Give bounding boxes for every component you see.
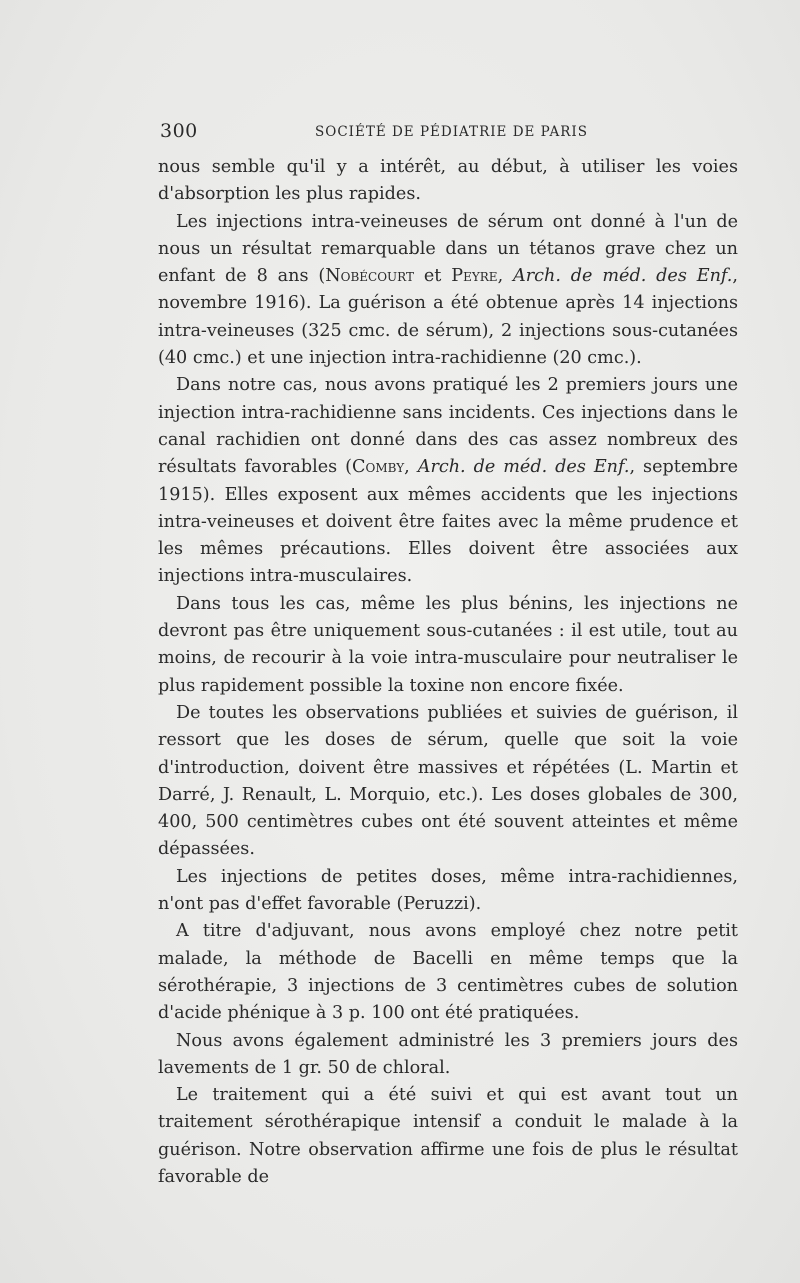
paragraph-3-text-end: , septembre 1915). Elles exposent aux mêmes accidents que les injections intra-veineuses et doivent être faites avec la même prudence et les mêmes précautions. Elles doivent être associées aux injections intra-musculaires. bbox=[158, 457, 738, 587]
running-title: SOCIÉTÉ DE PÉDIATRIE DE PARIS bbox=[315, 124, 589, 140]
paragraph-4: Dans tous les cas, même les plus bénins, les injections ne devront pas être uniquement sous-cutanées : il est utile, tout au moins, de recourir à la voie intra-musculaire pour neutraliser le plus rapidement possible la toxine non encore fixée. bbox=[158, 593, 738, 696]
journal-reference: Arch. de méd. des Enf. bbox=[513, 266, 733, 287]
paragraph-1: nous semble qu'il y a intérêt, au début, à utiliser les voies d'absorption les plus rapides. bbox=[158, 157, 738, 205]
paragraph-7: A titre d'adjuvant, nous avons employé chez notre petit malade, la méthode de Bacelli en même temps que la sérothérapie, 3 injections de 3 centimètres cubes de solution d'acide phénique à 3 p. 100 ont été pratiquées. bbox=[158, 921, 738, 1024]
separator: , bbox=[497, 266, 514, 287]
separator: , bbox=[404, 457, 418, 478]
author-comby: Comby bbox=[352, 457, 405, 478]
author-peyre: Peyre bbox=[451, 266, 498, 287]
page-header bbox=[160, 120, 738, 146]
paragraph-8: Nous avons également administré les 3 premiers jours des lavements de 1 gr. 50 de chloral. bbox=[158, 1030, 738, 1078]
paragraph-2-text-start: Les injections intra-veineuses de sérum ont donné à l'un de nous un résultat remarquable dans un tétanos grave chez un enfant de 8 ans ( bbox=[158, 211, 738, 287]
paragraph-6: Les injections de petites doses, même intra-rachidiennes, n'ont pas d'effet favorable (Peruzzi). bbox=[158, 866, 738, 915]
body-text bbox=[158, 154, 738, 1191]
paragraph-2-text-end: , novembre 1916). La guérison a été obtenue après 14 injections intra-veineuses (325 cmc. de sérum), 2 injections sous-cutanées (40 cmc.) et une injection intra-rachidienne (20 cmc.). bbox=[158, 266, 738, 369]
page-number: 300 bbox=[160, 120, 198, 142]
conjunction: et bbox=[414, 266, 452, 287]
paragraph-2 bbox=[158, 209, 738, 373]
paragraph-3 bbox=[158, 372, 738, 590]
author-nobecourt: Nobécourt bbox=[325, 266, 414, 287]
journal-reference: Arch. de méd. des Enf. bbox=[417, 457, 630, 478]
paragraph-3-text-start: Dans notre cas, nous avons pratiqué les 2 premiers jours une injection intra-rachidienne sans incidents. Ces injections dans le canal rachidien ont donné dans des cas assez nombreux des résultats favorables ( bbox=[158, 375, 738, 478]
paragraph-5: De toutes les observations publiées et suivies de guérison, il ressort que les doses de sérum, quelle que soit la voie d'introduction, doivent être massives et répétées (L. Martin et Darré, J. Renault, L. Morquio, etc.). Les doses globales de 300, 400, 500 centimètres cubes ont été souvent atteintes et même dépassées. bbox=[158, 702, 738, 860]
paragraph-9: Le traitement qui a été suivi et qui est avant tout un traitement sérothérapique intensif a conduit le malade à la guérison. Notre observation affirme une fois de plus le résultat favorable de bbox=[158, 1085, 738, 1187]
